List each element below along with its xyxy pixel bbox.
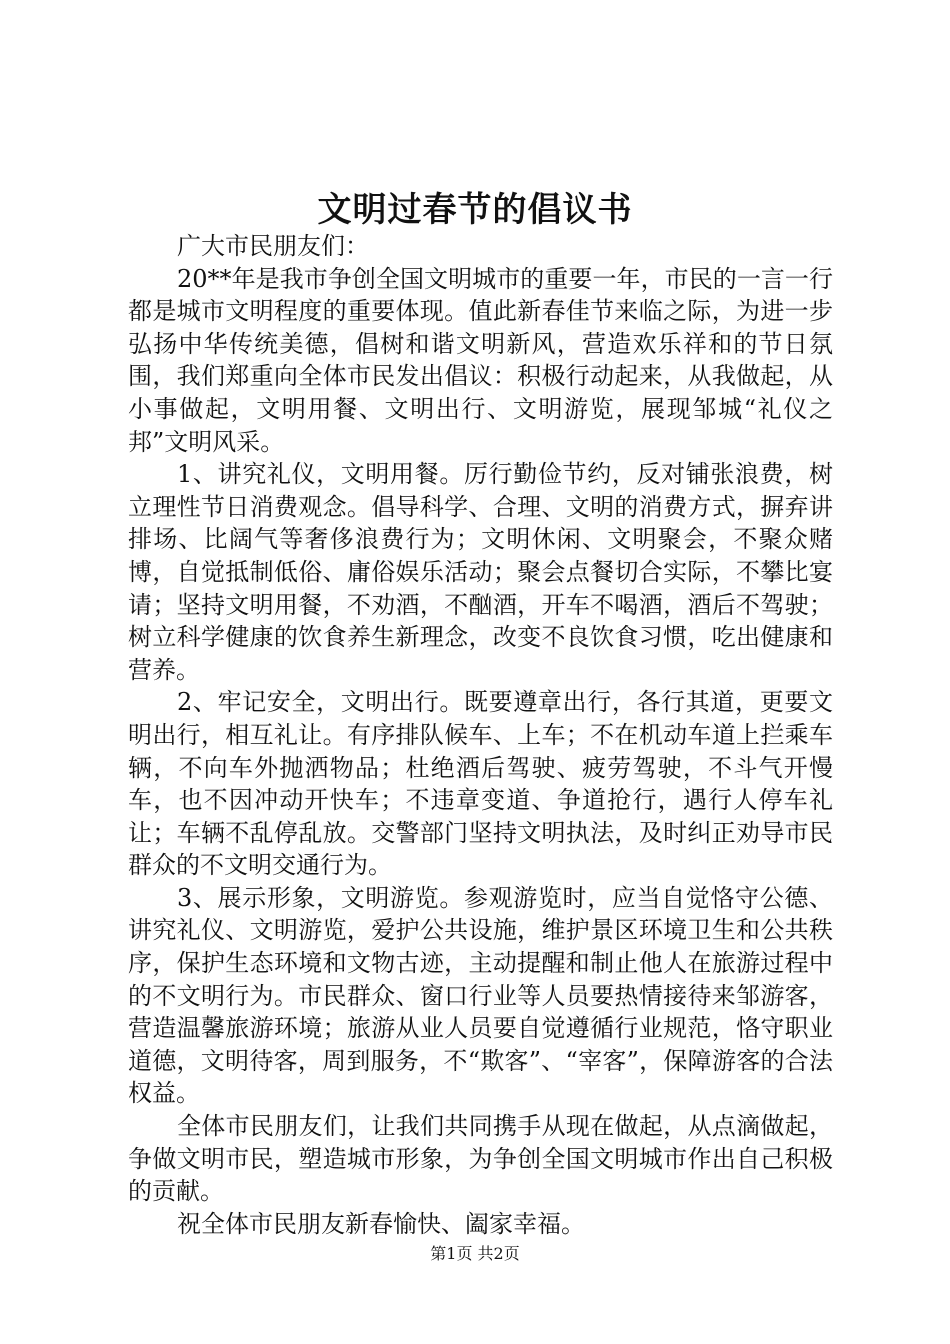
paragraph-item-1: 1、讲究礼仪，文明用餐。厉行勤俭节约，反对铺张浪费，树立理性节日消费观念。倡导科学、合理、文明的消费方式，摒弃讲排场、比阔气等奢侈浪费行为；文明休闲、文明聚会，不聚众赌博，自觉抵制低俗、庸俗娱乐活动；聚会点餐切合实际，不攀比宴请；坚持文明用餐，不劝酒，不酗酒，开车不喝酒，酒后不驾驶；树立科学健康的饮食养生新理念，改变不良饮食习惯，吃出健康和营养。 <box>128 460 833 684</box>
document-body <box>128 230 833 1240</box>
paragraph-intro: 20**年是我市争创全国文明城市的重要一年，市民的一言一行都是城市文明程度的重要体现。值此新春佳节来临之际，为进一步弘扬中华传统美德，倡树和谐文明新风，营造欢乐祥和的节日氛围，我们郑重向全体市民发出倡议：积极行动起来，从我做起，从小事做起，文明用餐、文明出行、文明游览，展现邹城“礼仪之邦”文明风采。 <box>128 264 833 456</box>
paragraph-closing: 全体市民朋友们，让我们共同携手从现在做起，从点滴做起，争做文明市民，塑造城市形象，为争创全国文明城市作出自己积极的贡献。 <box>128 1112 833 1206</box>
paragraph-item-3: 3、展示形象，文明游览。参观游览时，应当自觉恪守公德、讲究礼仪、文明游览，爱护公共设施，维护景区环境卫生和公共秩序，保护生态环境和文物古迹，主动提醒和制止他人在旅游过程中的不文明行为。市民群众、窗口行业等人员要热情接待来邹游客，营造温馨旅游环境；旅游从业人员要自觉遵循行业规范，恪守职业道德，文明待客，周到服务，不“欺客”、“宰客”，保障游客的合法权益。 <box>128 883 833 1108</box>
paragraph-item-2: 2、牢记安全，文明出行。既要遵章出行，各行其道，更要文明出行，相互礼让。有序排队候车、上车；不在机动车道上拦乘车辆，不向车外抛洒物品；杜绝酒后驾驶、疲劳驾驶，不斗气开慢车，也不因冲动开快车；不违章变道、争道抢行，遇行人停车礼让；车辆不乱停乱放。交警部门坚持文明执法，及时纠正劝导市民群众的不文明交通行为。 <box>128 688 833 880</box>
paragraph-wishes: 祝全体市民朋友新春愉快、阖家幸福。 <box>177 1209 585 1238</box>
page-footer: 第1页 共2页 <box>430 1244 520 1263</box>
document-title: 文明过春节的倡议书 <box>317 190 633 230</box>
salutation: 广大市民朋友们： <box>177 232 369 260</box>
